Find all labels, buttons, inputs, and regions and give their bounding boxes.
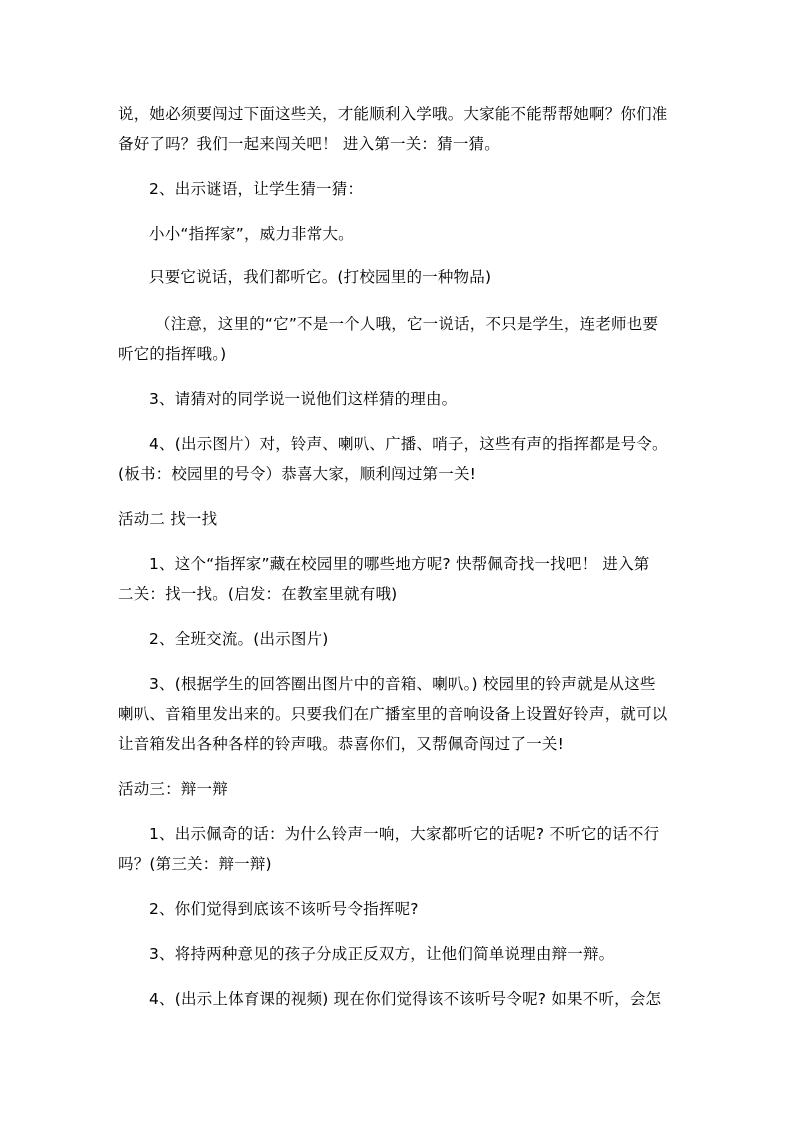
activity-3-step-1-line-2: 吗？(第三关：辩一辩) <box>118 855 272 873</box>
activity-2-step-2-line: 2、全班交流。(出示图片) <box>149 630 329 648</box>
step-3-line: 3、请猜对的同学说一说他们这样猜的理由。 <box>149 390 458 408</box>
activity-2-heading: 活动二 找一找 <box>118 510 218 528</box>
activity-2-step-1-line-1: 1、这个“指挥家”藏在校园里的哪些地方呢? 快帮佩奇找一找吧！ 进入第 <box>149 555 650 573</box>
activity-3-step-1-line-1: 1、出示佩奇的话：为什么铃声一响，大家都听它的话呢? 不听它的话不行 <box>149 825 660 843</box>
paragraph-line-2: 备好了吗？我们一起来闯关吧！ 进入第一关：猜一猜。 <box>118 135 500 153</box>
activity-3-step-3-line: 3、将持两种意见的孩子分成正反双方，让他们简单说理由辩一辩。 <box>149 945 615 963</box>
riddle-line-2: 只要它说话，我们都听它。(打校园里的一种物品) <box>149 268 492 286</box>
activity-2-step-3-line-1: 3、(根据学生的回答圈出图片中的音箱、喇叭。) 校园里的铃声就是从这些 <box>149 675 656 693</box>
activity-3-heading: 活动三：辩一辩 <box>118 780 228 798</box>
note-line-2: 听它的指挥哦。) <box>118 345 227 363</box>
paragraph-line-1: 说，她必须要闯过下面这些关，才能顺利入学哦。大家能不能帮帮她啊？你们准 <box>118 105 668 123</box>
activity-3-step-4-line: 4、(出示上体育课的视频) 现在你们觉得该不该听号令呢? 如果不听，会怎 <box>149 990 662 1008</box>
step-2-line: 2、出示谜语，让学生猜一猜： <box>149 180 364 198</box>
activity-2-step-3-line-3: 让音箱发出各种各样的铃声哦。恭喜你们，又帮佩奇闯过了一关! <box>118 735 565 753</box>
step-4-line-1: 4、(出示图片）对，铃声、喇叭、广播、哨子，这些有声的指挥都是号令。 <box>149 435 668 453</box>
activity-2-step-1-line-2: 二关：找一找。(启发：在教室里就有哦) <box>118 585 398 603</box>
activity-3-step-2-line: 2、你们觉得到底该不该听号令指挥呢? <box>149 900 419 918</box>
riddle-line-1: 小小“指挥家”，威力非常大。 <box>149 225 354 243</box>
step-4-line-2: (板书：校园里的号令）恭喜大家，顺利闯过第一关! <box>118 465 477 483</box>
note-line-1: （注意，这里的“它”不是一个人哦，它一说话，不只是学生，连老师也要 <box>155 315 659 333</box>
activity-2-step-3-line-2: 喇叭、音箱里发出来的。只要我们在广播室里的音响设备上设置好铃声，就可以 <box>118 705 668 723</box>
